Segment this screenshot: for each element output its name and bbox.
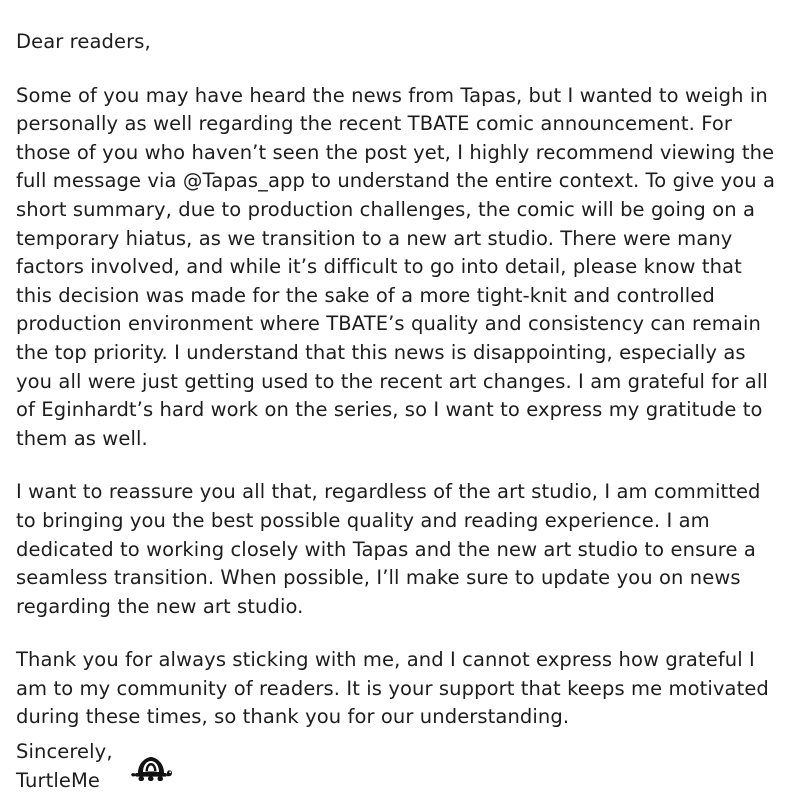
letter-greeting: Dear readers, xyxy=(16,30,151,53)
letter-paragraph-3: Thank you for always sticking with me, and I cannot express how grateful I am to my community of readers. It is your support that keeps me motivated during these times, so thank you for our understanding. xyxy=(16,648,776,729)
signoff-closing: Sincerely, xyxy=(16,740,113,764)
letter-paragraph-2: I want to reassure you all that, regardless of the art studio, I am committed to bringing you the best possible quality and reading experience. I am dedicated to working closely with Tapas and the new art studio to ensure a seamless transition. When possible, I’ll make sure to update you on news regarding the new art studio. xyxy=(16,480,767,618)
letter-body xyxy=(16,28,784,795)
letter-paragraph-1: Some of you may have heard the news from Tapas, but I wanted to weigh in personally as well regarding the recent TBATE comic announcement. For those of you who haven’t seen the post yet, I highly recommend viewing the full message via @Tapas_app to understand the entire context. To give you a short summary, due to production challenges, the comic will be going on a temporary hiatus, as we transition to a new art studio. There were many factors involved, and while it’s difficult to go into detail, please know that this decision was made for the sake of a more tight-knit and controlled production environment where TBATE’s quality and consistency can remain the top priority. I understand that this news is disappointing, especially as you all were just getting used to the recent art changes. I am grateful for all of Eginhardt’s hard work on the series, so I want to express my gratitude to them as well. xyxy=(16,83,782,450)
signoff-name: TurtleMe xyxy=(16,768,101,792)
signoff-text xyxy=(16,738,113,795)
turtle-icon xyxy=(127,749,173,794)
letter-signoff xyxy=(16,738,784,795)
